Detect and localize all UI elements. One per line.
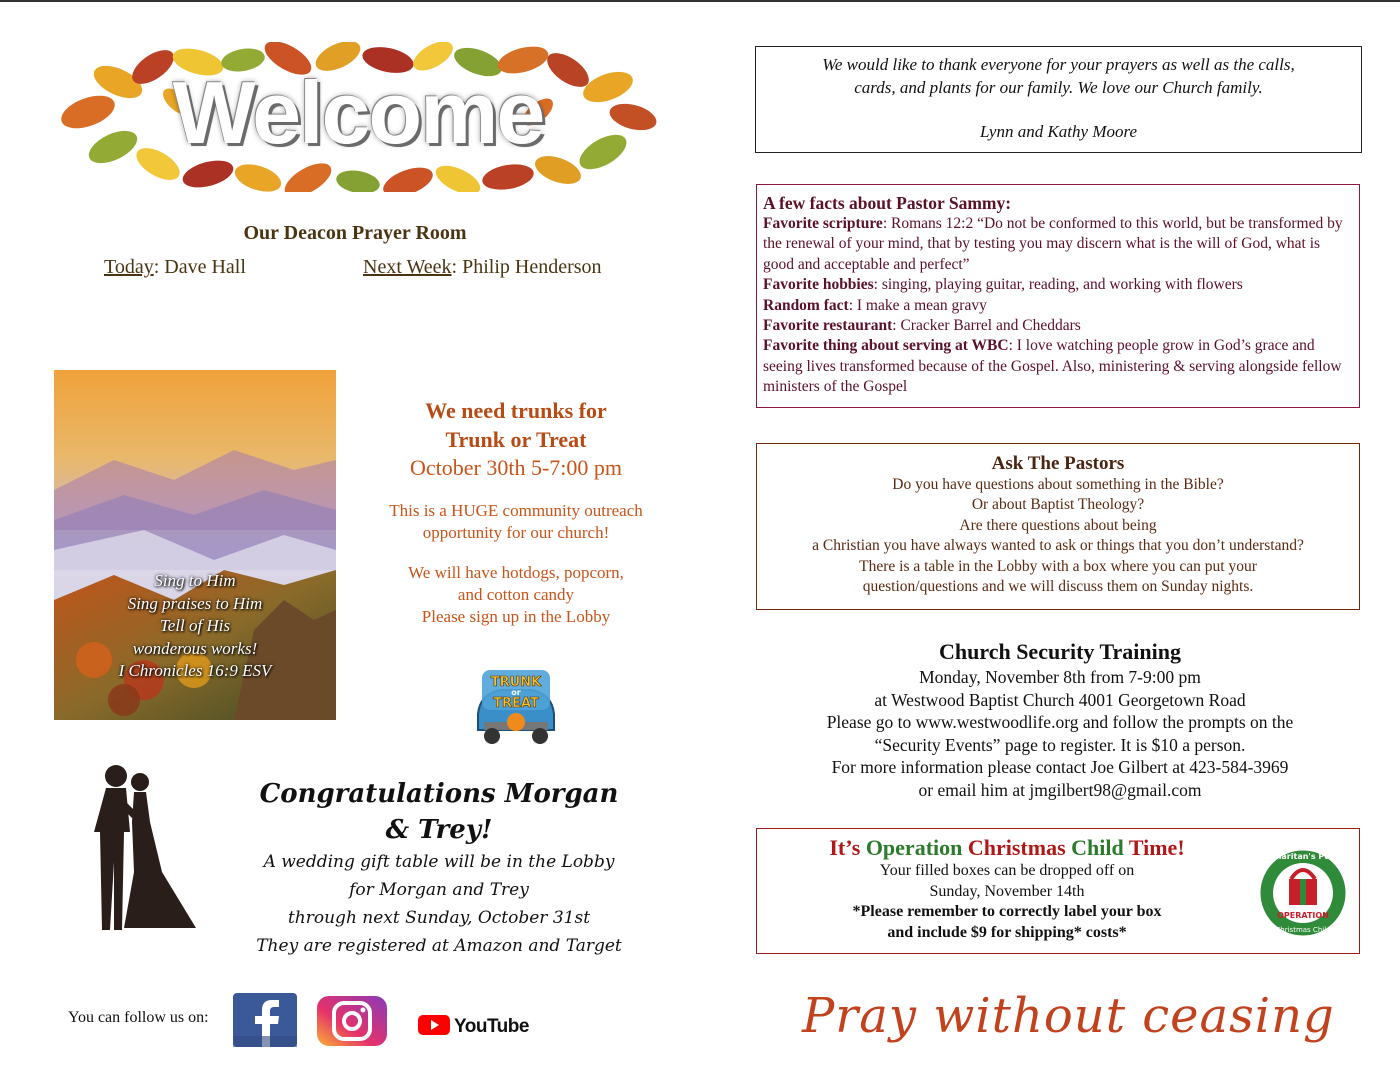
deacon-prayer-room-title: Our Deacon Prayer Room bbox=[243, 222, 467, 244]
occ-title bbox=[767, 835, 1247, 861]
gift-box-logo-icon bbox=[1251, 843, 1355, 943]
verse-line: Sing praises to Him bbox=[127, 593, 263, 613]
fact-text: : I make a mean gravy bbox=[848, 296, 987, 314]
fact-label: Favorite thing about serving at WBC bbox=[763, 337, 1009, 355]
follow-us-label: You can follow us on: bbox=[68, 1009, 209, 1026]
wedding-congratulations bbox=[246, 776, 632, 960]
fact-text: : Cracker Barrel and Cheddars bbox=[892, 317, 1081, 335]
samaritans-purse-logo bbox=[1251, 843, 1355, 943]
fact-label: Favorite hobbies bbox=[763, 276, 874, 294]
facts-title: A few facts about Pastor Sammy: bbox=[763, 193, 1012, 213]
occ-line: Your filled boxes can be dropped off on bbox=[879, 862, 1135, 879]
facebook-icon[interactable] bbox=[232, 992, 298, 1048]
logo-word-treat: TREAT bbox=[493, 696, 539, 711]
youtube-label: YouTube bbox=[454, 1016, 529, 1037]
logo-bottom-text: Christmas Child bbox=[1275, 926, 1331, 934]
security-line: or email him at jmgilbert98@gmail.com bbox=[918, 779, 1202, 800]
couple-silhouette-icon bbox=[84, 762, 200, 934]
fact-label: Random fact bbox=[763, 296, 849, 314]
congrats-line: for Morgan and Trey bbox=[349, 880, 529, 900]
pastors-line: Are there questions about being bbox=[959, 516, 1157, 534]
deacon-today bbox=[104, 256, 246, 279]
trunk-line: This is a HUGE community outreach bbox=[389, 501, 643, 520]
fact-text: : Romans 12:2 “Do not be conformed to this world, but be transformed by the renewal of your mind, that by testing you may discern what is the will of God, what is good and acceptable and perfect” bbox=[763, 215, 1343, 273]
pastors-line: There is a table in the Lobby with a box where you can put your bbox=[859, 557, 1257, 575]
verse-line: wonderous works! bbox=[132, 638, 258, 658]
trunk-or-treat-logo bbox=[470, 664, 562, 748]
congrats-line: A wedding gift table will be in the Lobby bbox=[263, 852, 615, 872]
verse-line: Sing to Him bbox=[154, 571, 236, 590]
pastors-line: a Christian you have always wanted to ask or things that you don’t understand? bbox=[812, 537, 1304, 555]
fact-label: Favorite restaurant bbox=[763, 317, 893, 335]
trunk-line: opportunity for our church! bbox=[422, 523, 610, 542]
instagram-icon[interactable] bbox=[316, 995, 388, 1047]
logo-word-trunk: TRUNK bbox=[490, 675, 542, 690]
security-title: Church Security Training bbox=[938, 639, 1182, 664]
trunk-food-text bbox=[362, 562, 670, 628]
trunk-heading-line1: We need trunks for bbox=[425, 398, 607, 423]
security-line: Please go to www.westwoodlife.org and follow the prompts on the bbox=[826, 712, 1294, 733]
wedding-couple-silhouette bbox=[84, 762, 200, 934]
security-line: For more information please contact Joe Gilbert at 423-584-3969 bbox=[831, 757, 1289, 778]
occ-line: Sunday, November 14th bbox=[929, 882, 1085, 900]
pastor-facts-box bbox=[756, 184, 1360, 408]
security-line: “Security Events” page to register. It is $10 a person. bbox=[874, 734, 1246, 755]
welcome-title: Welcome bbox=[172, 63, 544, 162]
fact-wbc bbox=[763, 336, 1353, 397]
verse-text bbox=[54, 570, 336, 683]
today-label: Today bbox=[104, 256, 154, 278]
fact-label: Favorite scripture bbox=[763, 215, 883, 232]
security-training-section bbox=[760, 638, 1360, 802]
pray-without-ceasing: Pray without ceasing bbox=[802, 988, 1335, 1044]
pastors-line: question/questions and we will discuss them on Sunday nights. bbox=[862, 578, 1254, 596]
next-week-name: : Philip Henderson bbox=[451, 256, 602, 278]
thanks-line: We would like to thank everyone for your prayers as well as the calls, bbox=[822, 55, 1295, 74]
ask-the-pastors-box bbox=[756, 443, 1360, 610]
thanks-signature: Lynn and Kathy Moore bbox=[979, 122, 1138, 141]
occ-title-part: Child bbox=[1071, 835, 1129, 860]
trunk-outreach-text bbox=[362, 500, 670, 544]
pastors-line: Do you have questions about something in the Bible? bbox=[892, 476, 1224, 493]
congrats-title: Congratulations Morgan & Trey! bbox=[259, 779, 619, 845]
fact-text: : singing, playing guitar, reading, and working with flowers bbox=[873, 276, 1243, 294]
pastors-title: Ask The Pastors bbox=[991, 453, 1125, 474]
logo-mid-text: OPERATION bbox=[1277, 911, 1329, 920]
occ-line: and include $9 for shipping* costs* bbox=[887, 923, 1127, 941]
trunk-date: October 30th 5-7:00 pm bbox=[409, 455, 623, 480]
trunk-line: Please sign up in the Lobby bbox=[421, 607, 611, 626]
security-line: at Westwood Baptist Church 4001 Georgetown Road bbox=[874, 689, 1246, 710]
youtube-icon[interactable] bbox=[418, 1012, 530, 1038]
congrats-line: through next Sunday, October 31st bbox=[287, 908, 591, 928]
trunk-line: We will have hotdogs, popcorn, bbox=[408, 563, 624, 582]
welcome-banner bbox=[58, 42, 658, 192]
trunk-or-treat-announcement bbox=[362, 396, 670, 628]
fact-text: : I love watching people grow in God’s grace and seeing lives transformed because of the Gospel. Also, ministering & serving alongside fellow ministers of the Gospel bbox=[763, 337, 1342, 396]
pastors-line: Or about Baptist Theology? bbox=[971, 496, 1145, 514]
congrats-line: They are registered at Amazon and Target bbox=[256, 936, 622, 956]
car-trunk-icon bbox=[470, 664, 562, 748]
occ-title-part: It’s bbox=[829, 835, 866, 860]
logo-top-text: Samaritan's Purse bbox=[1261, 852, 1345, 861]
thank-you-box bbox=[755, 46, 1362, 153]
deacon-next-week bbox=[363, 256, 602, 279]
operation-christmas-child-box bbox=[756, 828, 1360, 954]
trunk-line: and cotton candy bbox=[457, 585, 575, 604]
mountain-verse-image bbox=[54, 370, 336, 720]
trunk-heading-line2: Trunk or Treat bbox=[445, 427, 587, 452]
occ-line: *Please remember to correctly label your box bbox=[852, 903, 1162, 920]
fact-random bbox=[763, 296, 1353, 316]
occ-title-part: Operation bbox=[865, 835, 968, 860]
security-line: Monday, November 8th from 7-9:00 pm bbox=[919, 667, 1201, 687]
fact-scripture bbox=[763, 214, 1353, 275]
fact-hobbies bbox=[763, 275, 1353, 295]
fact-restaurant bbox=[763, 316, 1353, 336]
next-week-label: Next Week bbox=[363, 256, 452, 278]
logo-word-or: or bbox=[511, 688, 521, 697]
verse-line: Tell of His bbox=[159, 616, 231, 635]
today-name: : Dave Hall bbox=[153, 256, 246, 278]
occ-title-part: Time! bbox=[1128, 835, 1185, 860]
verse-reference: I Chronicles 16:9 ESV bbox=[118, 661, 272, 680]
top-border-line bbox=[0, 0, 1400, 2]
thanks-line: cards, and plants for our family. We love our Church family. bbox=[854, 78, 1263, 97]
occ-title-part: Christmas bbox=[967, 835, 1072, 860]
